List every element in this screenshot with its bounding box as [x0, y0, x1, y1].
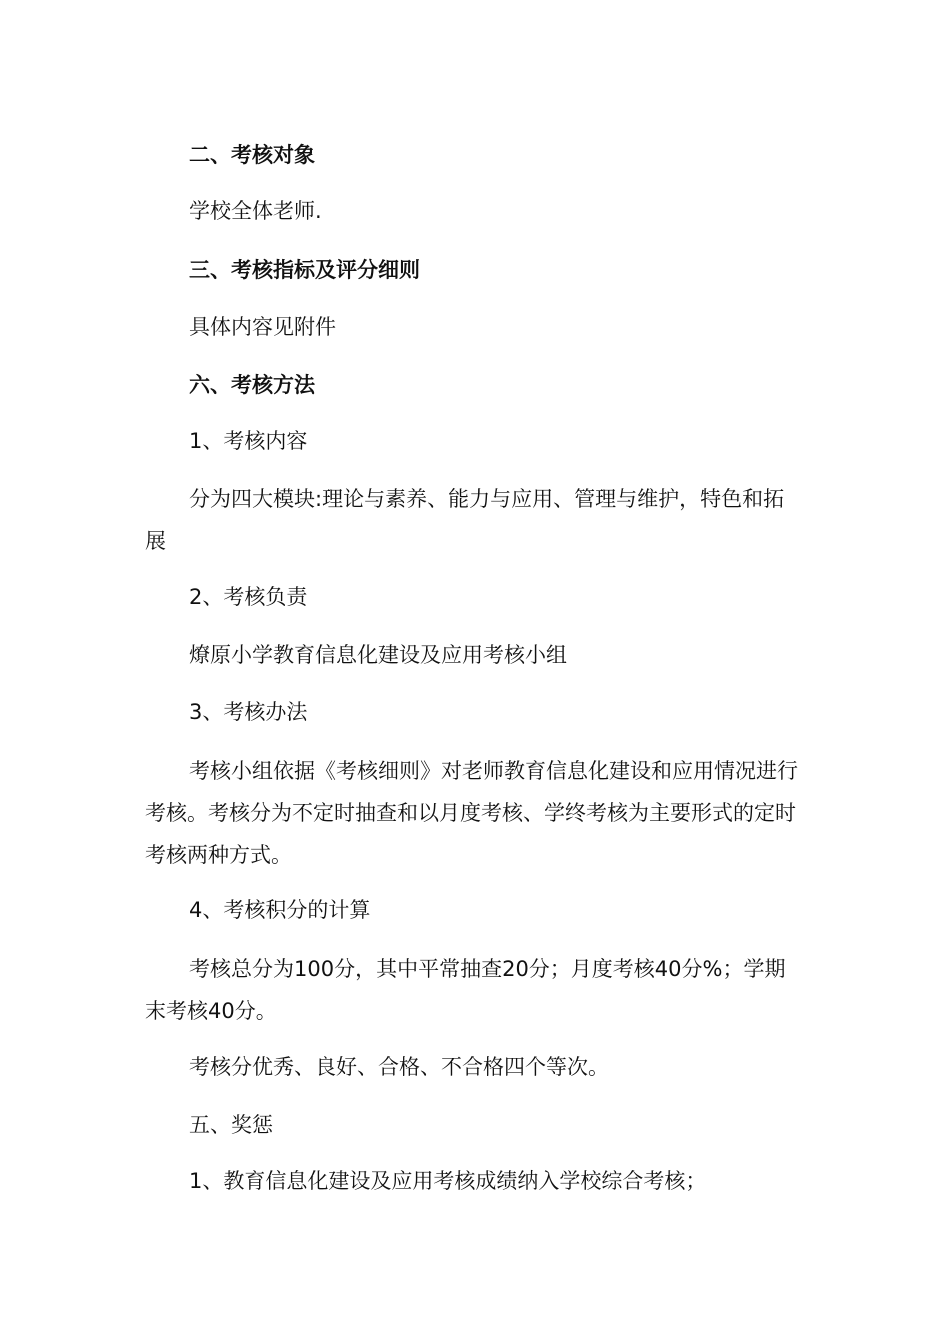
subheading-content: 1、考核内容 [189, 429, 308, 453]
section-heading-indicators: 三、考核指标及评分细则 [189, 258, 420, 282]
subheading-responsible: 2、考核负责 [189, 585, 308, 609]
section-heading-rewards: 五、奖惩 [189, 1113, 273, 1137]
paragraph-assessment-target: 学校全体老师. [189, 199, 322, 223]
section-heading-assessment-target: 二、考核对象 [189, 143, 315, 167]
paragraph-procedure: 考核小组依据《考核细则》对老师教育信息化建设和应用情况进行考核。考核分为不定时抽查和以月度考核、学终考核为主要形式的定时考核两种方式。 [145, 759, 798, 867]
paragraph-grades: 考核分优秀、良好、合格、不合格四个等次。 [189, 1055, 609, 1079]
paragraph-indicators: 具体内容见附件 [189, 315, 336, 339]
paragraph-content: 分为四大模块:理论与素养、能力与应用、管理与维护，特色和拓展 [145, 487, 785, 553]
subheading-scoring: 4、考核积分的计算 [189, 898, 371, 922]
paragraph-responsible: 燎原小学教育信息化建设及应用考核小组 [189, 643, 567, 667]
subheading-procedure: 3、考核办法 [189, 700, 308, 724]
section-heading-methods: 六、考核方法 [189, 373, 315, 397]
paragraph-rewards-item-1: 1、教育信息化建设及应用考核成绩纳入学校综合考核； [189, 1169, 707, 1193]
paragraph-scoring: 考核总分为100分，其中平常抽查20分；月度考核40分%；学期末考核40分。 [145, 957, 786, 1023]
